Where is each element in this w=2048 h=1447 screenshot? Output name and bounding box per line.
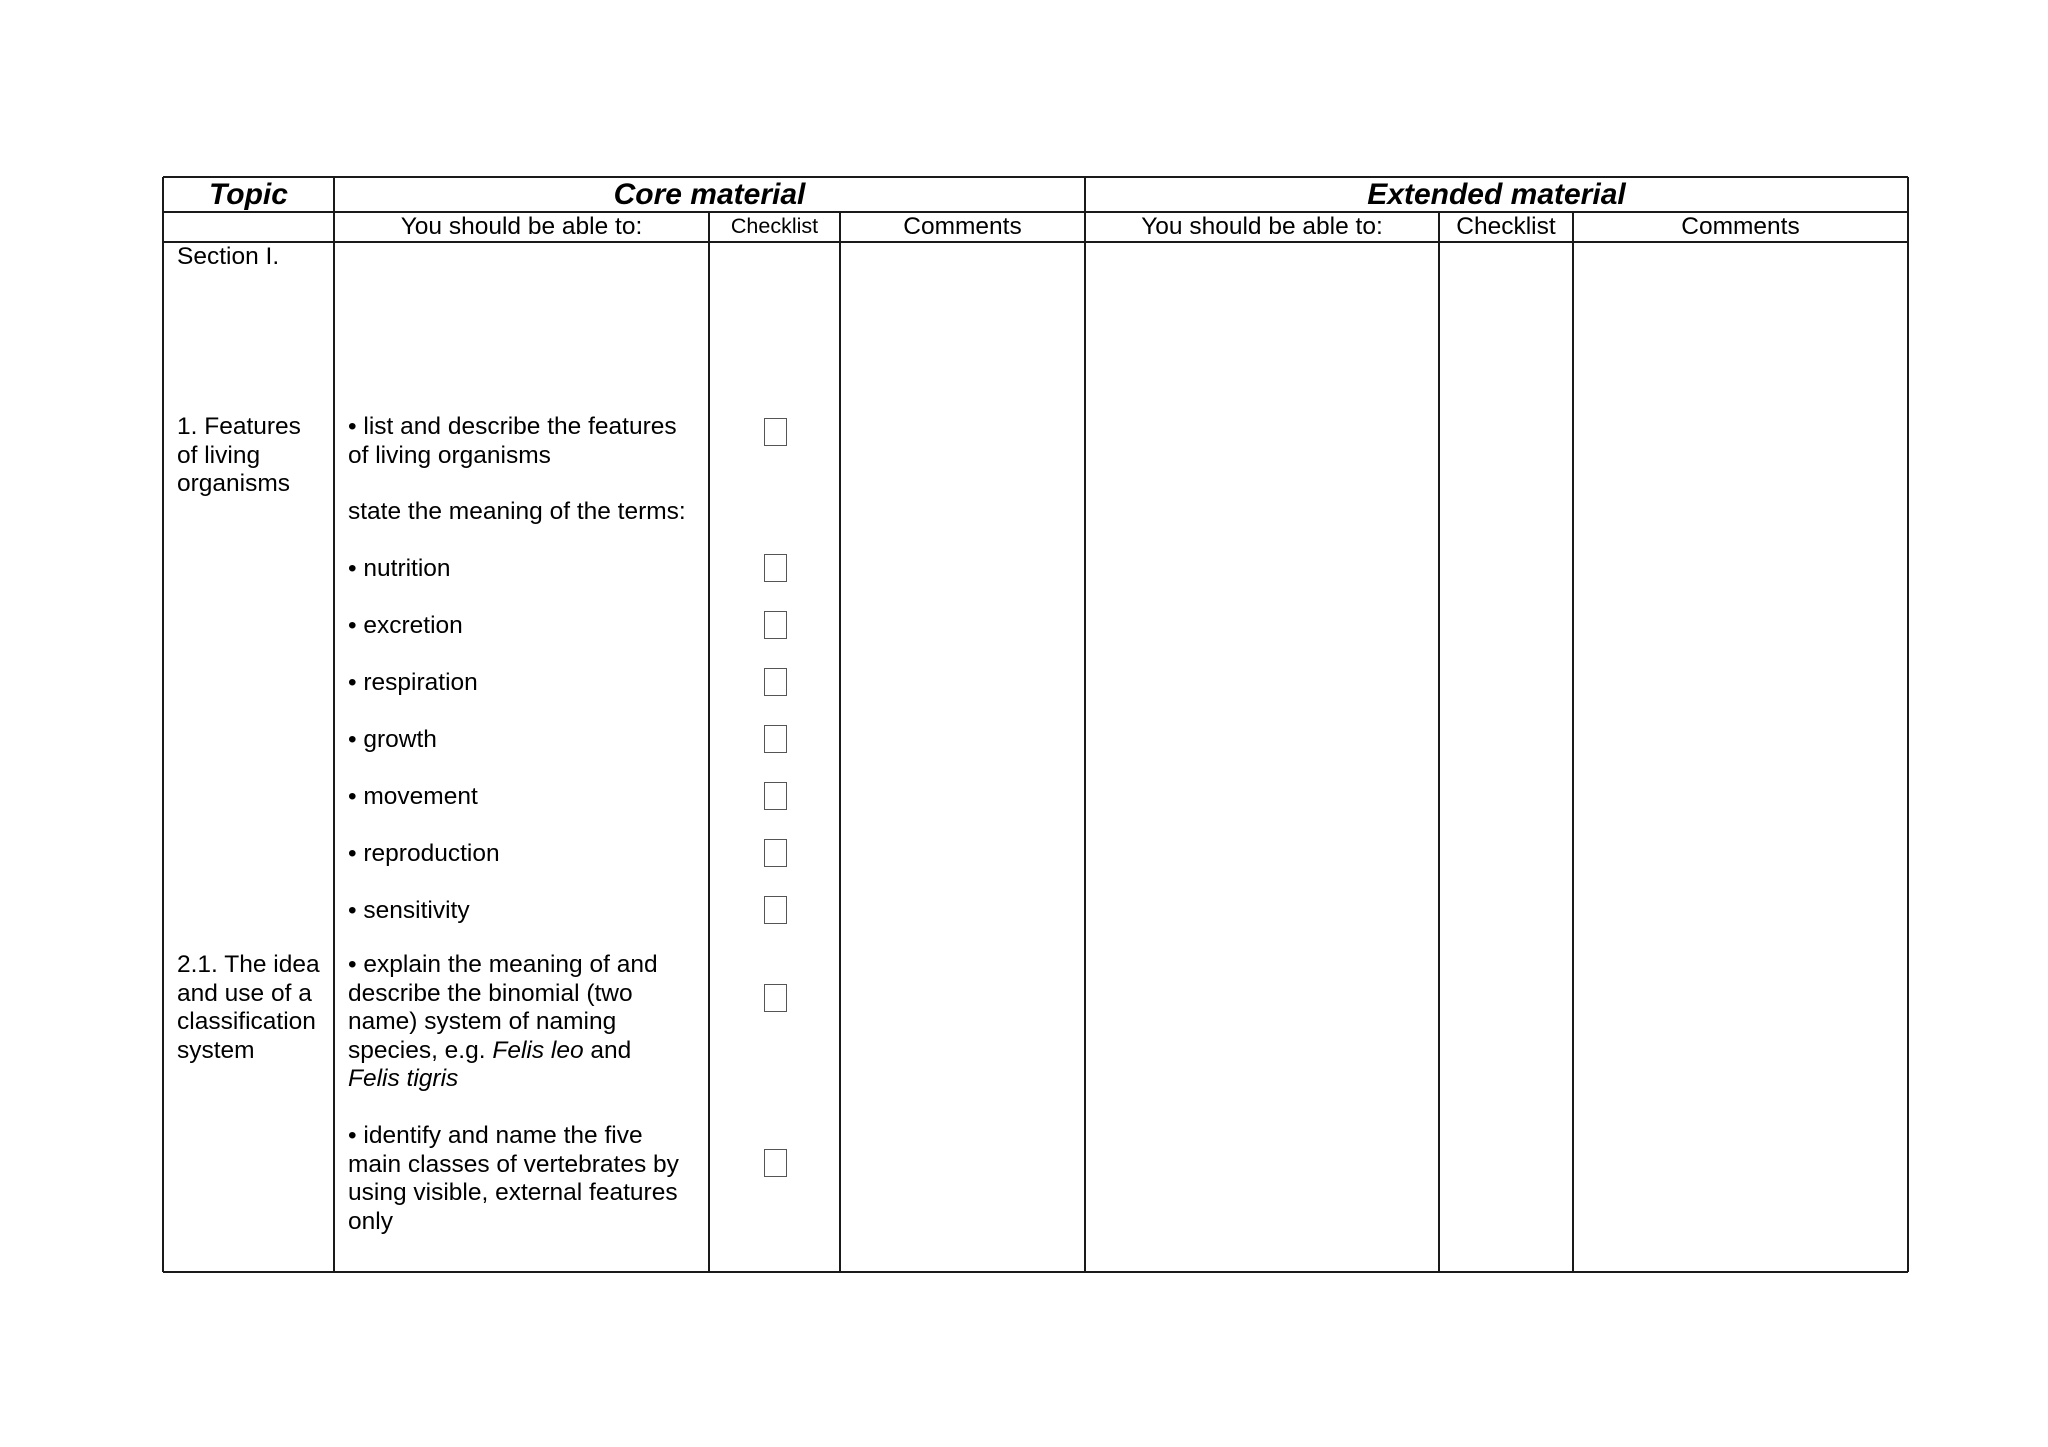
core-item-sensitivity: • sensitivity [348,897,470,924]
binomial-example-1: Felis leo [492,1036,584,1064]
header-topic: Topic [209,178,288,211]
core-item-vertebrates: • identify and name the five main classes of vertebrates by using visible, external features only [348,1122,679,1235]
core-item-binomial [348,951,688,1094]
core-item-respiration: • respiration [348,669,478,696]
core-item-excretion: • excretion [348,612,463,639]
subheader-ext-able: You should be able to: [1141,213,1383,240]
topic-section: Section I. [177,243,280,270]
core-item-state-terms: state the meaning of the terms: [348,498,686,525]
binomial-and: and [583,1036,632,1064]
checkbox-growth[interactable] [764,725,787,753]
checkbox-binomial[interactable] [764,984,787,1012]
checkbox-vertebrates[interactable] [764,1149,787,1177]
checkbox-excretion[interactable] [764,611,787,639]
core-item-nutrition: • nutrition [348,555,451,582]
header-extended-material: Extended material [1367,178,1626,211]
subheader-core-able: You should be able to: [400,213,643,240]
checkbox-respiration[interactable] [764,668,787,696]
checkbox-sensitivity[interactable] [764,896,787,924]
core-item-movement: • movement [348,783,478,810]
checkbox-features[interactable] [764,418,787,446]
topic-classification-system: 2.1. The idea and use of a classification system [177,951,320,1064]
binomial-example-2: Felis tigris [348,1065,459,1092]
checkbox-movement[interactable] [764,782,787,810]
subheader-core-checklist: Checklist [730,214,819,238]
checkbox-nutrition[interactable] [764,554,787,582]
core-item-growth: • growth [348,726,437,753]
header-core-material: Core material [613,178,806,211]
core-item-reproduction: • reproduction [348,840,500,867]
subheader-ext-checklist: Checklist [1456,213,1556,240]
subheader-core-comments: Comments [903,213,1022,240]
topic-features-of-living-organisms: 1. Features of living organisms [177,413,301,497]
binomial-text: • explain the meaning of and describe the binomial (two name) system of naming species, e.g. [348,951,658,1064]
checkbox-reproduction[interactable] [764,839,787,867]
subheader-ext-comments: Comments [1681,213,1800,240]
core-item-features: • list and describe the features of living organisms [348,413,677,469]
